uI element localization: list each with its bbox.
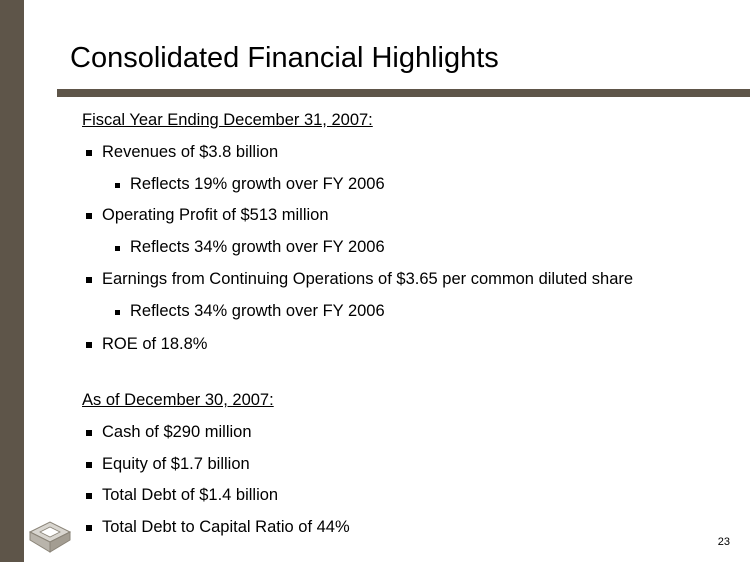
sub-bullet-profit-growth — [112, 238, 385, 257]
bullet-revenues — [82, 143, 278, 162]
page-number: 23 — [717, 536, 730, 548]
bullet-square-icon — [86, 213, 92, 219]
bullet-text: Reflects 19% growth over FY 2006 — [130, 175, 385, 193]
bullet-text: Operating Profit of $513 million — [102, 206, 329, 224]
bullet-text: Earnings from Continuing Operations of $3.65 per common diluted share — [102, 270, 634, 288]
left-accent-bar — [0, 0, 24, 562]
bullet-roe — [82, 335, 207, 354]
bullet-debt-to-capital — [82, 518, 350, 537]
bullet-square-icon — [86, 525, 92, 531]
section-heading-balance-date: As of December 30, 2007: — [82, 391, 274, 409]
bullet-text: Equity of $1.7 billion — [102, 455, 250, 473]
bullet-total-debt — [82, 486, 278, 505]
bullet-square-icon — [115, 310, 120, 315]
bullet-square-icon — [115, 246, 120, 251]
slide-title: Consolidated Financial Highlights — [70, 42, 499, 74]
bullet-text: Reflects 34% growth over FY 2006 — [130, 238, 385, 256]
bullet-text: Reflects 34% growth over FY 2006 — [130, 302, 385, 320]
bullet-equity — [82, 455, 250, 474]
bullet-square-icon — [86, 277, 92, 283]
bullet-text: Revenues of $3.8 billion — [102, 143, 279, 161]
company-logo-icon — [26, 518, 74, 556]
bullet-text: Total Debt of $1.4 billion — [102, 486, 279, 504]
bullet-square-icon — [86, 150, 92, 156]
bullet-earnings — [82, 270, 633, 289]
bullet-square-icon — [86, 462, 92, 468]
bullet-square-icon — [115, 183, 120, 188]
bullet-cash — [82, 423, 252, 442]
bullet-square-icon — [86, 493, 92, 499]
bullet-text: Cash of $290 million — [102, 423, 252, 441]
sub-bullet-earnings-growth — [112, 302, 385, 321]
bullet-text: ROE of 18.8% — [102, 335, 208, 353]
sub-bullet-revenue-growth — [112, 175, 385, 194]
bullet-operating-profit — [82, 206, 329, 225]
bullet-square-icon — [86, 430, 92, 436]
title-rule — [57, 89, 750, 97]
bullet-square-icon — [86, 342, 92, 348]
bullet-text: Total Debt to Capital Ratio of 44% — [102, 518, 350, 536]
section-heading-fiscal-year: Fiscal Year Ending December 31, 2007: — [82, 111, 373, 129]
